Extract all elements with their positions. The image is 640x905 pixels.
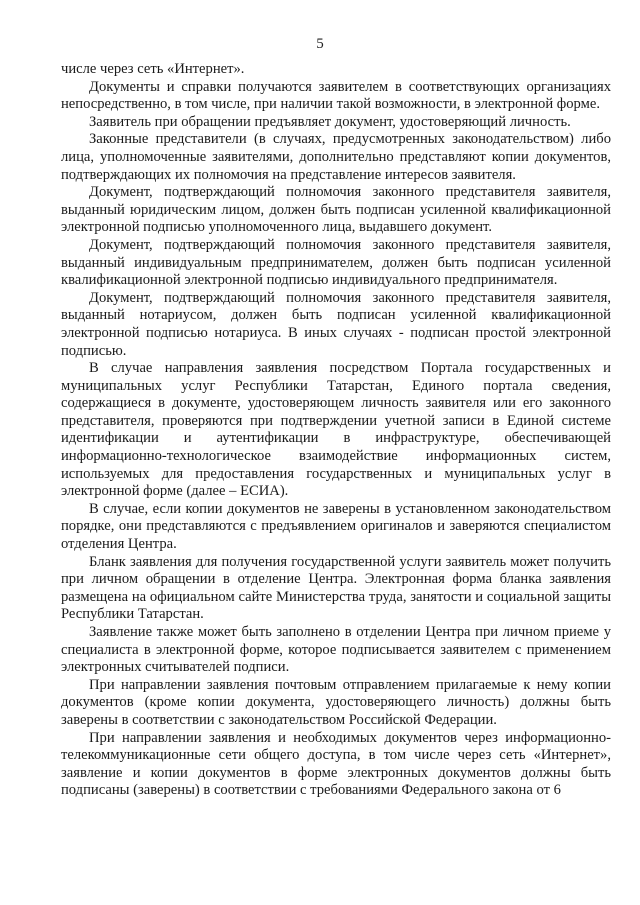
paragraph-11: Заявление также может быть заполнено в отделении Центра при личном приеме у специалиста в электронной форме, которое подписывается заявителем с применением электронных считывателей подписи. [61,624,611,676]
page-number: 5 [316,36,324,52]
paragraph-12: При направлении заявления почтовым отправлением прилагаемые к нему копии документов (кроме копии документа, удостоверяющего личность) должны быть заверены в соответствии с законодательством Российской Федерации. [61,676,611,728]
paragraph-6: Документ, подтверждающий полномочия законного представителя заявителя, выданный индивидуальным предпринимателем, должен быть подписан усиленной квалификационной электронной подписью индивидуального предпринимателя. [61,236,611,289]
paragraph-9: В случае, если копии документов не заверены в установленном законодательством порядке, они представляются с предъявлением оригиналов и заверяются специалистом отделения Центра. [61,500,611,553]
paragraph-10: Бланк заявления для получения государственной услуги заявитель может получить при личном обращении в отделение Центра. Электронная форма бланка заявления размещена на официальном сайте Министерства труда, занятости и социальной защиты Республики Татарстан. [61,553,611,623]
paragraph-2: Документы и справки получаются заявителем в соответствующих организациях непосредственно, в том числе, при наличии такой возможности, в электронной форме. [61,78,611,113]
paragraph-7: Документ, подтверждающий полномочия законного представителя заявителя, выданный нотариусом, должен быть подписан усиленной квалификационной электронной подписью нотариуса. В иных случаях - подписан простой электронной подписью. [61,289,611,359]
paragraph-8: В случае направления заявления посредством Портала государственных и муниципальных услуг Республики Татарстан, Единого портала сведения, содержащиеся в документе, удостоверяющем личность заявителя или его законного представителя, проверяются при подтверждении учетной записи в Единой системе идентификации и аутентификации в инфраструктуре, обеспечивающей информационно-технологическое взаимодействие информационных систем, используемых для предоставления государственных и муниципальных услуг в электронной форме (далее – ЕСИА). [61,360,611,500]
paragraph-1: числе через сеть «Интернет». [61,61,245,77]
paragraph-13: При направлении заявления и необходимых документов через информационно-телекоммуникационные сети общего доступа, в том числе через сеть «Интернет», заявление и копии документов в форме электронных документов должны быть подписаны (заверены) в соответствии с требованиями Федерального закона от 6 [61,729,611,799]
paragraph-3: Заявитель при обращении предъявляет документ, удостоверяющий личность. [89,113,571,130]
paragraph-4: Законные представители (в случаях, предусмотренных законодательством) либо лица, уполномоченные заявителями, дополнительно представляют копии документов, подтверждающих их полномочия на представление интересов заявителя. [61,131,611,183]
document-body [61,61,611,800]
paragraph-5: Документ, подтверждающий полномочия законного представителя заявителя, выданный юридическим лицом, должен быть подписан усиленной квалификационной электронной подписью уполномоченного лица, выдавшего документ. [61,184,611,236]
